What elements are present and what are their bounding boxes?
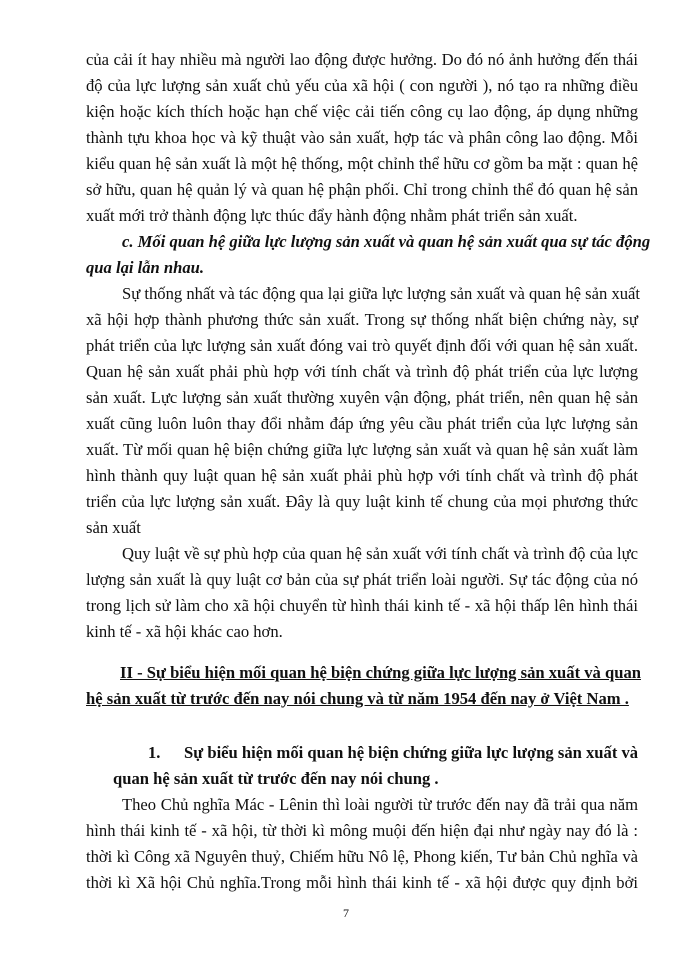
text-line: lượng sản xuất là quy luật cơ bản của sự phát triển loài người. Sự tác động của nó	[86, 570, 638, 589]
text-line: Quan hệ sản xuất phải phù hợp với tính chất và trình độ phát triển của lực lượng	[86, 362, 638, 381]
text-line: xã hội hợp thành phương thức sản xuất. Trong sự thống nhất biện chứng này, sự	[86, 310, 638, 329]
heading-line: II - Sự biểu hiện mối quan hệ biện chứng giữa lực lượng sản xuất và quan	[120, 663, 641, 682]
text-line: độ của lực lượng sản xuất chủ yếu của xã hội ( con người ), nó tạo ra những điều	[86, 76, 638, 95]
text-line: của cải ít hay nhiều mà người lao động được hưởng. Do đó nó ảnh hưởng đến thái	[86, 50, 638, 69]
heading-number: 1.	[148, 743, 161, 762]
text-line: triển của lực lượng sản xuất. Đây là quy luật kinh tế chung của mọi phương thức	[86, 492, 638, 511]
heading-line: hệ sản xuất từ trước đến nay nói chung và từ năm 1954 đến nay ở Việt Nam .	[86, 689, 629, 708]
text-line: thành tựu khoa học và kỹ thuật vào sản xuất, hợp tác và phân công lao động. Mỗi	[86, 128, 638, 147]
text-line: sản xuất	[86, 518, 141, 537]
text-line: Sự thống nhất và tác động qua lại giữa lực lượng sản xuất và quan hệ sản xuất	[122, 284, 641, 303]
text-line: kinh tế - xã hội khác cao hơn.	[86, 622, 283, 641]
text-line: Quy luật về sự phù hợp của quan hệ sản xuất với tính chất và trình độ của lực	[122, 544, 638, 563]
page-number: 7	[343, 906, 349, 920]
text-line: hình thái kinh tế - xã hội, từ thời kì mông muội đến hiện đại như ngày nay đó là :	[86, 821, 638, 840]
text-line: kiện hoặc kích thích hoặc hạn chế việc cải tiến công cụ lao động, áp dụng những	[86, 102, 638, 121]
text-line: Theo Chủ nghĩa Mác - Lênin thì loài người từ trước đến nay đã trải qua năm	[122, 795, 638, 814]
heading-line: Sự biểu hiện mối quan hệ biện chứng giữa lực lượng sản xuất và	[184, 743, 639, 762]
text-line: kiểu quan hệ sản xuất là một hệ thống, một chỉnh thể hữu cơ gồm ba mặt : quan hệ	[86, 154, 638, 173]
text-line: xuất. Từ mối quan hệ biện chứng giữa lực lượng sản xuất và quan hệ sản xuất làm	[86, 440, 638, 459]
heading-line: quan hệ sản xuất từ trước đến nay nói chung .	[113, 769, 439, 788]
text-line: sản xuất. Lực lượng sản xuất thường xuyên vận động, phát triển, nên quan hệ sản	[86, 388, 638, 407]
text-line: sở hữu, quan hệ quản lý và quan hệ phận phối. Chỉ trong chỉnh thể đó quan hệ sản	[86, 180, 638, 199]
text-line: hình thành quy luật quan hệ sản xuất phải phù hợp với tính chất và trình độ phát	[86, 466, 638, 485]
text-line: thời kì Xã hội Chủ nghĩa.Trong mỗi hình thái kinh tế - xã hội được quy định bởi	[86, 873, 638, 892]
heading-line: qua lại lẫn nhau.	[86, 258, 205, 277]
text-line: thời kì Công xã Nguyên thuỷ, Chiếm hữu Nô lệ, Phong kiến, Tư bản Chủ nghĩa và	[86, 847, 638, 866]
text-line: xuất cũng luôn luôn thay đổi nhằm đáp ứng yêu cầu phát triển của lực lượng sản	[86, 414, 638, 433]
text-line: xuất mới trở thành động lực thúc đẩy hành động nhằm phát triển sản xuất.	[86, 206, 578, 225]
text-line: trong lịch sử làm cho xã hội chuyển từ hình thái kinh tế - xã hội thấp lên hình thái	[86, 596, 638, 615]
heading-line: c. Mối quan hệ giữa lực lượng sản xuất và quan hệ sản xuất qua sự tác động	[122, 232, 651, 251]
text-line: phát triển của lực lượng sản xuất đóng vai trò quyết định đối với quan hệ sản xuất.	[86, 336, 638, 355]
